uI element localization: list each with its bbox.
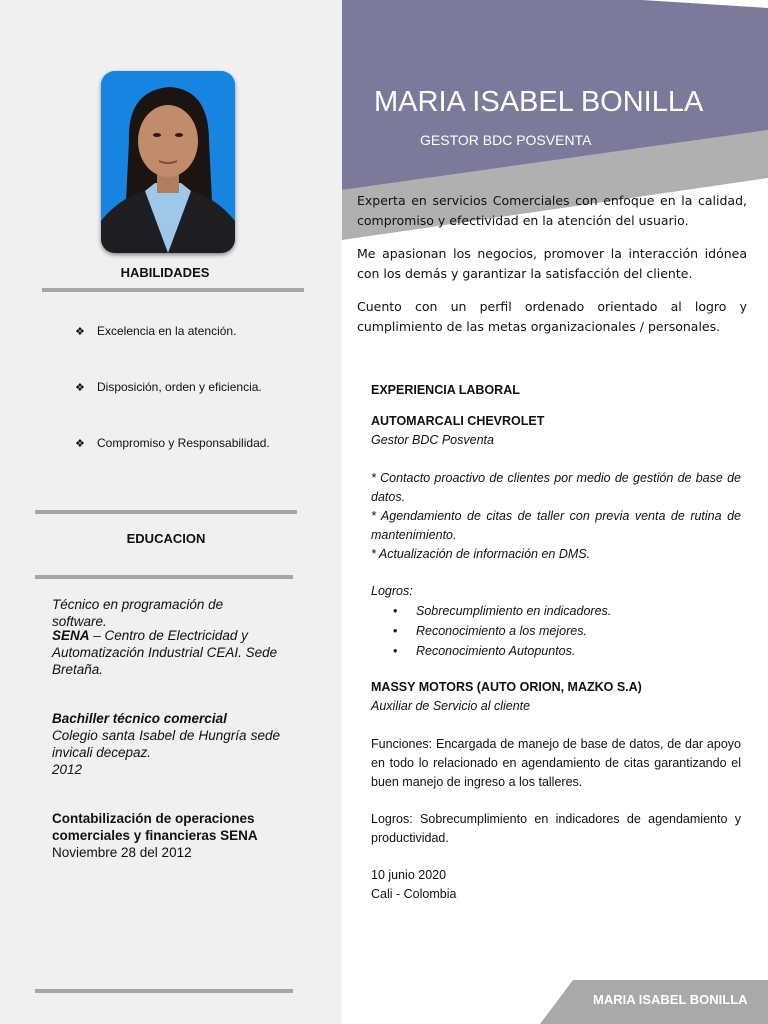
- logros-label: Logros:: [371, 584, 413, 598]
- profile-paragraph: Me apasionan los negocios, promover la interacción idónea con los demás y garantizar la satisfacción del cliente.: [357, 246, 747, 281]
- diamond-bullet-icon: ❖: [75, 326, 85, 338]
- footer-white-cut: [342, 974, 362, 1024]
- diamond-bullet-icon: ❖: [75, 438, 85, 450]
- experience-section: [371, 381, 741, 661]
- logro-item: • Sobrecumplimiento en indicadores.: [371, 601, 741, 621]
- skill-item: [75, 380, 262, 394]
- experience-title: EXPERIENCIA LABORAL: [371, 383, 520, 397]
- skills-title: HABILIDADES: [120, 265, 210, 280]
- education-date: Noviembre 28 del 2012: [52, 845, 192, 860]
- education-item: [52, 627, 280, 678]
- education-degree: Bachiller técnico comercial: [52, 711, 227, 726]
- document-date: 10 junio 2020: [371, 868, 447, 882]
- education-bottom-divider: [35, 575, 293, 579]
- education-item: [52, 596, 280, 630]
- logros-list: [371, 601, 741, 661]
- logro-item: • Reconocimiento a los mejores.: [371, 621, 741, 641]
- education-title: EDUCACION: [126, 531, 206, 546]
- education-top-divider: [35, 510, 297, 514]
- job-duty: * Contacto proactivo de clientes por medio de gestión de base de datos.: [371, 471, 741, 504]
- education-degree: Técnico en programación de software.: [52, 597, 224, 629]
- education-institution-detail: – Centro de Electricidad y Automatización Industrial CEAI. Sede Bretaña.: [52, 628, 278, 677]
- job-company: MASSY MOTORS (AUTO ORION, MAZKO S.A): [371, 680, 642, 694]
- job-company: AUTOMARCALI CHEVROLET: [371, 414, 545, 428]
- logro-item: • Reconocimiento Autopuntos.: [371, 641, 741, 661]
- profile-paragraph: Cuento con un perfil ordenado orientado al logro y cumplimiento de las metas organizacionales / personales.: [357, 299, 747, 334]
- job-achievements: Logros: Sobrecumplimiento en indicadores de agendamiento y productividad.: [371, 812, 741, 845]
- job-duty: * Actualización de información en DMS.: [371, 547, 591, 561]
- job-position: Auxiliar de Servicio al cliente: [371, 699, 531, 713]
- skill-label: Disposición, orden y eficiencia.: [97, 380, 262, 394]
- education-school: Colegio santa Isabel de Hungría sede invicali decepaz.: [52, 728, 280, 760]
- job-position: Gestor BDC Posventa: [371, 433, 494, 447]
- profile-paragraph: Experta en servicios Comerciales con enfoque en la calidad, compromiso y efectividad en la atención del usuario.: [357, 193, 747, 228]
- education-item: [52, 810, 280, 861]
- skills-divider: [42, 288, 304, 292]
- candidate-role: GESTOR BDC POSVENTA: [420, 132, 592, 148]
- person-portrait-icon: [101, 71, 235, 253]
- education-institution: SENA: [52, 628, 90, 643]
- experience-job2: [371, 678, 741, 904]
- footer-name: MARIA ISABEL BONILLA: [593, 992, 748, 1007]
- job-functions: Funciones: Encargada de manejo de base de datos, de dar apoyo en todo lo relacionado en agendamiento de citas garantizando el buen manejo de ingreso a los talleres.: [371, 737, 741, 789]
- diamond-bullet-icon: ❖: [75, 382, 85, 394]
- skill-label: Compromiso y Responsabilidad.: [97, 436, 270, 450]
- education-degree: Contabilización de operaciones comerciales y financieras SENA: [52, 811, 258, 843]
- education-year: 2012: [52, 762, 83, 777]
- profile-photo: [101, 71, 235, 253]
- document-place: Cali - Colombia: [371, 887, 457, 901]
- skill-item: [75, 324, 236, 338]
- candidate-name: MARIA ISABEL BONILLA: [374, 86, 704, 118]
- education-item: [52, 710, 280, 778]
- skill-label: Excelencia en la atención.: [97, 324, 237, 338]
- job-duty: * Agendamiento de citas de taller con previa venta de rutina de mantenimiento.: [371, 509, 741, 542]
- skill-item: [75, 436, 270, 450]
